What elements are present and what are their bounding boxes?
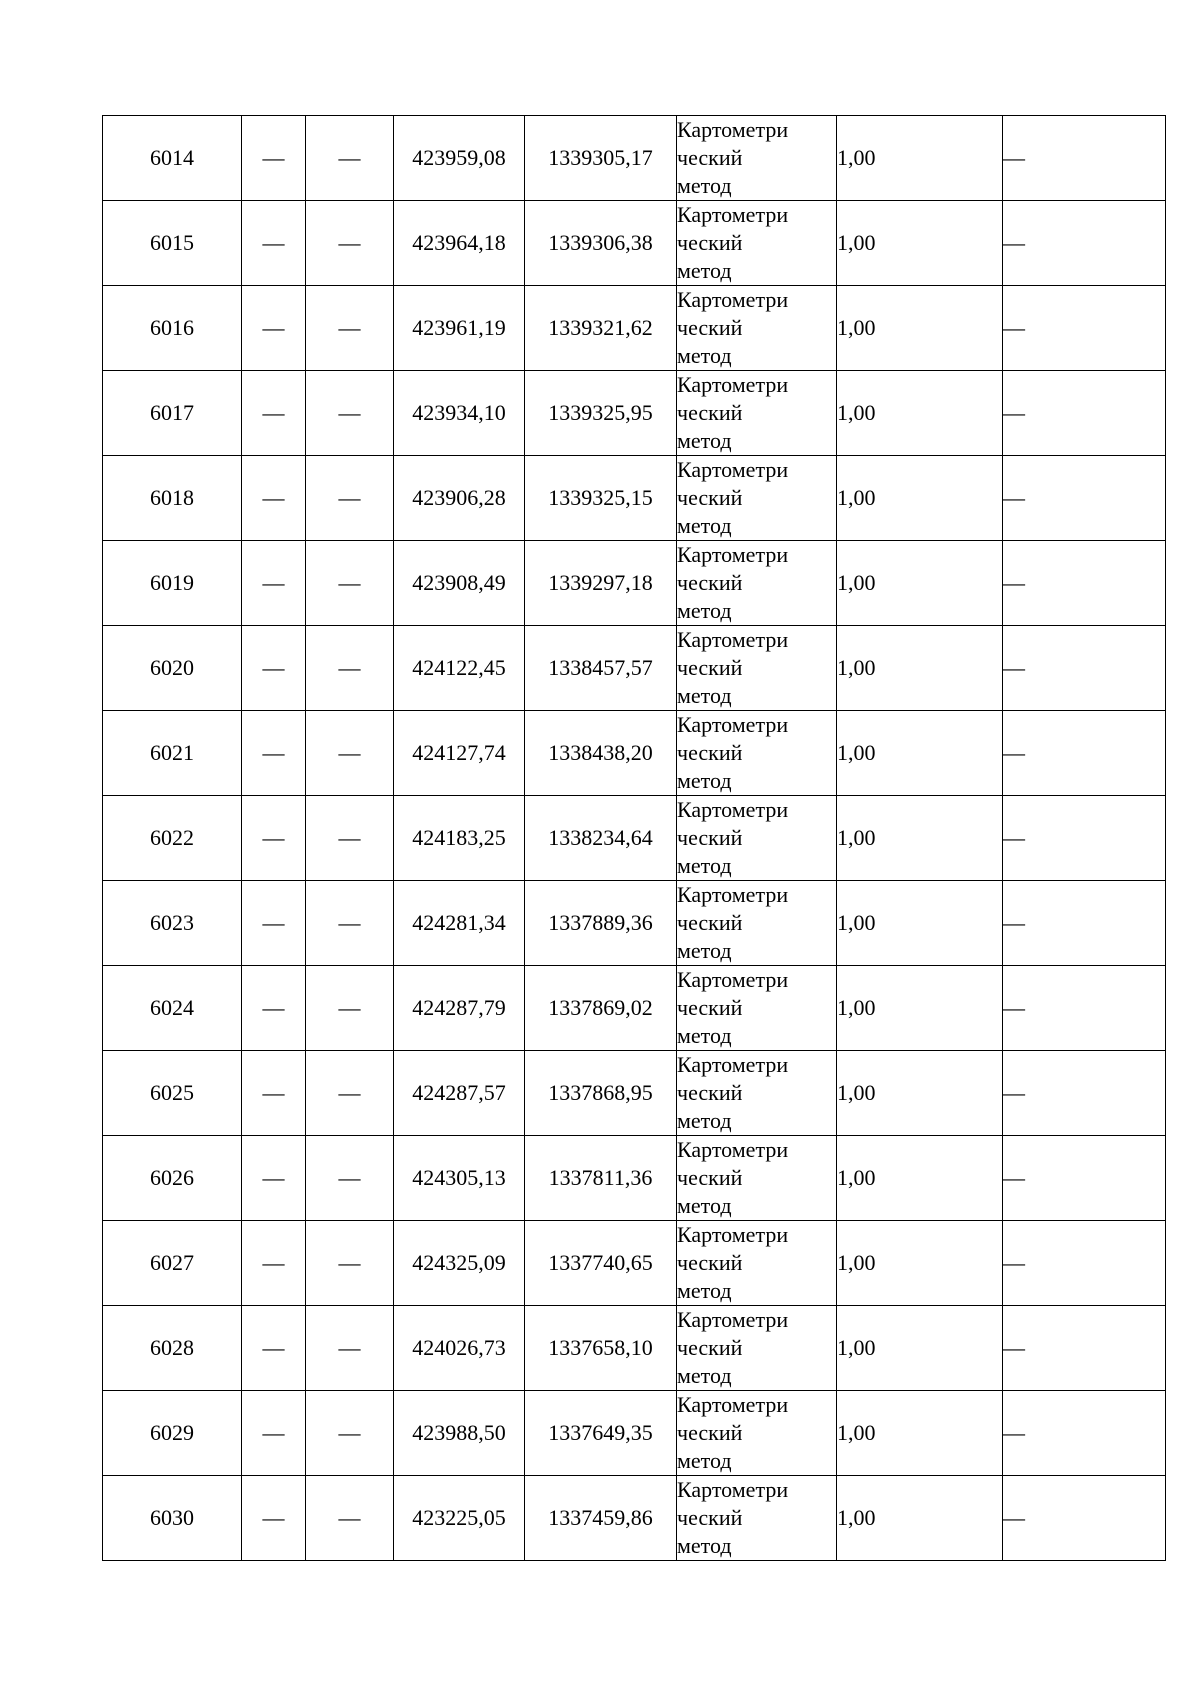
table-row	[103, 1476, 1166, 1561]
method-text-line: ческий	[677, 825, 743, 850]
y-coordinate-cell: 1337868,95	[525, 1051, 677, 1136]
x-coordinate-cell: 423988,50	[394, 1391, 525, 1476]
old-y-cell: —	[306, 626, 394, 711]
point-number-cell: 6016	[103, 286, 242, 371]
method-text-line: ческий	[677, 740, 743, 765]
method-text-line: Картометри	[677, 627, 789, 652]
description-cell: —	[1003, 711, 1166, 796]
old-x-cell: —	[242, 1306, 306, 1391]
y-coordinate-cell: 1338234,64	[525, 796, 677, 881]
description-cell: —	[1003, 1136, 1166, 1221]
method-text-line: Картометри	[677, 1052, 789, 1077]
method-text-line: метод	[677, 768, 732, 793]
method-text-line: Картометри	[677, 1477, 789, 1502]
method-text-line: метод	[677, 1533, 732, 1558]
old-y-cell: —	[306, 881, 394, 966]
old-y-cell: —	[306, 1221, 394, 1306]
x-coordinate-cell: 423908,49	[394, 541, 525, 626]
description-cell: —	[1003, 796, 1166, 881]
method-text-line: метод	[677, 683, 732, 708]
x-coordinate-cell: 423934,10	[394, 371, 525, 456]
method-text-line: ческий	[677, 1335, 743, 1360]
y-coordinate-cell: 1339325,15	[525, 456, 677, 541]
method-text-line: Картометри	[677, 457, 789, 482]
method-text-line: ческий	[677, 400, 743, 425]
x-coordinate-cell: 423964,18	[394, 201, 525, 286]
y-coordinate-cell: 1338457,57	[525, 626, 677, 711]
accuracy-cell: 1,00	[837, 966, 1003, 1051]
description-cell: —	[1003, 286, 1166, 371]
method-text-line: метод	[677, 1363, 732, 1388]
y-coordinate-cell: 1337740,65	[525, 1221, 677, 1306]
point-number-cell: 6018	[103, 456, 242, 541]
point-number-cell: 6022	[103, 796, 242, 881]
description-cell: —	[1003, 1051, 1166, 1136]
y-coordinate-cell: 1338438,20	[525, 711, 677, 796]
old-x-cell: —	[242, 371, 306, 456]
coordinates-table	[102, 115, 1166, 1561]
old-y-cell: —	[306, 1306, 394, 1391]
method-cell	[677, 1306, 837, 1391]
point-number-cell: 6026	[103, 1136, 242, 1221]
y-coordinate-cell: 1339297,18	[525, 541, 677, 626]
y-coordinate-cell: 1339325,95	[525, 371, 677, 456]
accuracy-cell: 1,00	[837, 796, 1003, 881]
method-cell	[677, 456, 837, 541]
accuracy-cell: 1,00	[837, 1051, 1003, 1136]
old-x-cell: —	[242, 116, 306, 201]
x-coordinate-cell: 423225,05	[394, 1476, 525, 1561]
old-x-cell: —	[242, 201, 306, 286]
method-text-line: ческий	[677, 1420, 743, 1445]
accuracy-cell: 1,00	[837, 1221, 1003, 1306]
method-text-line: Картометри	[677, 797, 789, 822]
description-cell: —	[1003, 1306, 1166, 1391]
method-text-line: Картометри	[677, 117, 789, 142]
table-row	[103, 796, 1166, 881]
x-coordinate-cell: 423906,28	[394, 456, 525, 541]
table-body	[103, 116, 1166, 1561]
method-cell	[677, 1136, 837, 1221]
point-number-cell: 6014	[103, 116, 242, 201]
description-cell: —	[1003, 116, 1166, 201]
table-row	[103, 541, 1166, 626]
method-text-line: Картометри	[677, 1307, 789, 1332]
method-text-line: метод	[677, 1448, 732, 1473]
old-x-cell: —	[242, 796, 306, 881]
old-y-cell: —	[306, 796, 394, 881]
accuracy-cell: 1,00	[837, 541, 1003, 626]
accuracy-cell: 1,00	[837, 1391, 1003, 1476]
method-cell	[677, 1391, 837, 1476]
description-cell: —	[1003, 1476, 1166, 1561]
old-x-cell: —	[242, 966, 306, 1051]
old-x-cell: —	[242, 711, 306, 796]
accuracy-cell: 1,00	[837, 711, 1003, 796]
accuracy-cell: 1,00	[837, 456, 1003, 541]
description-cell: —	[1003, 626, 1166, 711]
accuracy-cell: 1,00	[837, 286, 1003, 371]
table-row	[103, 711, 1166, 796]
method-cell	[677, 371, 837, 456]
table-row	[103, 1221, 1166, 1306]
method-text-line: ческий	[677, 315, 743, 340]
method-cell	[677, 626, 837, 711]
point-number-cell: 6024	[103, 966, 242, 1051]
method-cell	[677, 711, 837, 796]
table-row	[103, 116, 1166, 201]
y-coordinate-cell: 1339305,17	[525, 116, 677, 201]
method-text-line: Картометри	[677, 372, 789, 397]
point-number-cell: 6027	[103, 1221, 242, 1306]
method-text-line: Картометри	[677, 1392, 789, 1417]
method-text-line: метод	[677, 428, 732, 453]
table-row	[103, 1051, 1166, 1136]
point-number-cell: 6019	[103, 541, 242, 626]
point-number-cell: 6023	[103, 881, 242, 966]
point-number-cell: 6020	[103, 626, 242, 711]
method-cell	[677, 966, 837, 1051]
method-text-line: метод	[677, 598, 732, 623]
old-y-cell: —	[306, 1476, 394, 1561]
method-cell	[677, 541, 837, 626]
old-y-cell: —	[306, 116, 394, 201]
point-number-cell: 6028	[103, 1306, 242, 1391]
y-coordinate-cell: 1337869,02	[525, 966, 677, 1051]
method-text-line: ческий	[677, 485, 743, 510]
method-text-line: метод	[677, 1023, 732, 1048]
description-cell: —	[1003, 1221, 1166, 1306]
method-text-line: Картометри	[677, 202, 789, 227]
accuracy-cell: 1,00	[837, 201, 1003, 286]
point-number-cell: 6025	[103, 1051, 242, 1136]
table-row	[103, 626, 1166, 711]
table-row	[103, 371, 1166, 456]
old-y-cell: —	[306, 966, 394, 1051]
description-cell: —	[1003, 541, 1166, 626]
method-text-line: Картометри	[677, 882, 789, 907]
method-cell	[677, 881, 837, 966]
x-coordinate-cell: 424305,13	[394, 1136, 525, 1221]
method-text-line: метод	[677, 1278, 732, 1303]
method-text-line: метод	[677, 258, 732, 283]
point-number-cell: 6030	[103, 1476, 242, 1561]
old-y-cell: —	[306, 711, 394, 796]
x-coordinate-cell: 424287,79	[394, 966, 525, 1051]
old-y-cell: —	[306, 456, 394, 541]
table-row	[103, 1136, 1166, 1221]
description-cell: —	[1003, 456, 1166, 541]
x-coordinate-cell: 424122,45	[394, 626, 525, 711]
old-x-cell: —	[242, 1391, 306, 1476]
old-x-cell: —	[242, 286, 306, 371]
table-row	[103, 1391, 1166, 1476]
old-y-cell: —	[306, 1051, 394, 1136]
table-row	[103, 201, 1166, 286]
x-coordinate-cell: 424127,74	[394, 711, 525, 796]
method-cell	[677, 201, 837, 286]
table-row	[103, 1306, 1166, 1391]
method-text-line: ческий	[677, 230, 743, 255]
description-cell: —	[1003, 371, 1166, 456]
method-cell	[677, 1051, 837, 1136]
old-y-cell: —	[306, 541, 394, 626]
description-cell: —	[1003, 201, 1166, 286]
accuracy-cell: 1,00	[837, 371, 1003, 456]
old-x-cell: —	[242, 1221, 306, 1306]
old-x-cell: —	[242, 881, 306, 966]
accuracy-cell: 1,00	[837, 1136, 1003, 1221]
old-x-cell: —	[242, 541, 306, 626]
method-cell	[677, 1476, 837, 1561]
accuracy-cell: 1,00	[837, 1476, 1003, 1561]
method-text-line: ческий	[677, 655, 743, 680]
method-text-line: Картометри	[677, 967, 789, 992]
old-x-cell: —	[242, 1476, 306, 1561]
method-text-line: метод	[677, 513, 732, 538]
x-coordinate-cell: 423959,08	[394, 116, 525, 201]
method-text-line: ческий	[677, 1505, 743, 1530]
method-text-line: Картометри	[677, 287, 789, 312]
method-text-line: Картометри	[677, 1222, 789, 1247]
x-coordinate-cell: 424287,57	[394, 1051, 525, 1136]
method-text-line: метод	[677, 853, 732, 878]
table-row	[103, 456, 1166, 541]
y-coordinate-cell: 1337811,36	[525, 1136, 677, 1221]
method-text-line: ческий	[677, 910, 743, 935]
old-y-cell: —	[306, 1136, 394, 1221]
method-text-line: ческий	[677, 1250, 743, 1275]
table-row	[103, 881, 1166, 966]
old-y-cell: —	[306, 286, 394, 371]
method-cell	[677, 1221, 837, 1306]
method-cell	[677, 116, 837, 201]
y-coordinate-cell: 1339321,62	[525, 286, 677, 371]
table-row	[103, 966, 1166, 1051]
accuracy-cell: 1,00	[837, 1306, 1003, 1391]
method-text-line: ческий	[677, 1165, 743, 1190]
old-x-cell: —	[242, 1051, 306, 1136]
table-row	[103, 286, 1166, 371]
method-text-line: ческий	[677, 995, 743, 1020]
method-text-line: метод	[677, 1193, 732, 1218]
accuracy-cell: 1,00	[837, 116, 1003, 201]
y-coordinate-cell: 1337658,10	[525, 1306, 677, 1391]
old-x-cell: —	[242, 1136, 306, 1221]
method-cell	[677, 286, 837, 371]
method-text-line: Картометри	[677, 542, 789, 567]
method-text-line: Картометри	[677, 712, 789, 737]
old-x-cell: —	[242, 456, 306, 541]
accuracy-cell: 1,00	[837, 626, 1003, 711]
x-coordinate-cell: 424281,34	[394, 881, 525, 966]
method-text-line: метод	[677, 343, 732, 368]
point-number-cell: 6015	[103, 201, 242, 286]
method-text-line: метод	[677, 938, 732, 963]
y-coordinate-cell: 1337889,36	[525, 881, 677, 966]
description-cell: —	[1003, 881, 1166, 966]
y-coordinate-cell: 1337459,86	[525, 1476, 677, 1561]
point-number-cell: 6021	[103, 711, 242, 796]
method-text-line: Картометри	[677, 1137, 789, 1162]
old-y-cell: —	[306, 371, 394, 456]
x-coordinate-cell: 423961,19	[394, 286, 525, 371]
method-text-line: ческий	[677, 1080, 743, 1105]
accuracy-cell: 1,00	[837, 881, 1003, 966]
x-coordinate-cell: 424183,25	[394, 796, 525, 881]
method-text-line: метод	[677, 173, 732, 198]
method-text-line: метод	[677, 1108, 732, 1133]
description-cell: —	[1003, 1391, 1166, 1476]
method-text-line: ческий	[677, 570, 743, 595]
method-text-line: ческий	[677, 145, 743, 170]
point-number-cell: 6017	[103, 371, 242, 456]
description-cell: —	[1003, 966, 1166, 1051]
y-coordinate-cell: 1337649,35	[525, 1391, 677, 1476]
old-y-cell: —	[306, 201, 394, 286]
x-coordinate-cell: 424325,09	[394, 1221, 525, 1306]
x-coordinate-cell: 424026,73	[394, 1306, 525, 1391]
point-number-cell: 6029	[103, 1391, 242, 1476]
y-coordinate-cell: 1339306,38	[525, 201, 677, 286]
method-cell	[677, 796, 837, 881]
old-y-cell: —	[306, 1391, 394, 1476]
old-x-cell: —	[242, 626, 306, 711]
